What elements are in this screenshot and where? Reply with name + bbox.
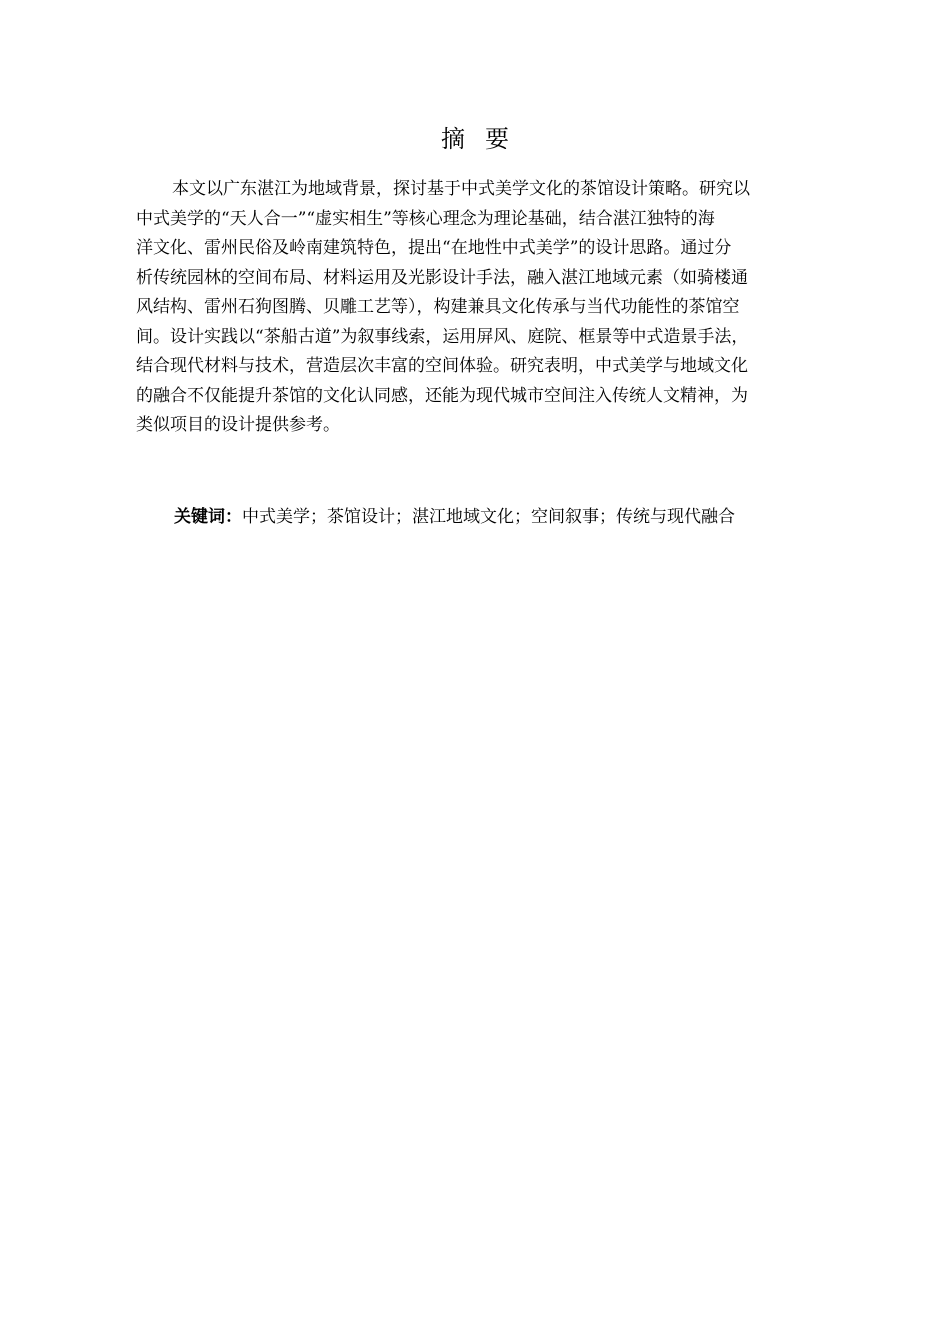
- abstract-line-7: 结合现代材料与技术，营造层次丰富的空间体验。研究表明，中式美学与地域文化: [136, 356, 748, 376]
- abstract-line-3: 洋文化、雷州民俗及岭南建筑特色，提出“在地性中式美学”的设计思路。通过分: [136, 238, 732, 258]
- abstract-line-2: 中式美学的“天人合一”“虚实相生”等核心理念为理论基础，结合湛江独特的海: [136, 208, 715, 229]
- abstract-line-4: 析传统园林的空间布局、材料运用及光影设计手法，融入湛江地域元素（如骑楼通: [136, 267, 748, 288]
- keywords-line: [174, 505, 874, 529]
- abstract-title-char-1: 摘: [441, 125, 465, 153]
- keywords-label: 关键词：: [174, 507, 242, 527]
- abstract-line-8: 的融合不仅能提升茶馆的文化认同感，还能为现代城市空间注入传统人文精神，为: [136, 385, 748, 406]
- keywords-text: 中式美学；茶馆设计；湛江地域文化；空间叙事；传统与现代融合: [242, 507, 735, 527]
- abstract-line-1: 本文以广东湛江为地域背景，探讨基于中式美学文化的茶馆设计策略。研究以: [172, 179, 750, 199]
- abstract-line-9: 类似项目的设计提供参考。: [136, 415, 340, 435]
- abstract-line-5: 风结构、雷州石狗图腾、贝雕工艺等），构建兼具文化传承与当代功能性的茶馆空: [136, 297, 740, 317]
- abstract-paragraph: [136, 175, 848, 441]
- abstract-line-6: 间。设计实践以“茶船古道”为叙事线索，运用屏风、庭院、框景等中式造景手法，: [136, 326, 749, 347]
- abstract-title-char-2: 要: [485, 125, 509, 153]
- abstract-title: [0, 122, 950, 156]
